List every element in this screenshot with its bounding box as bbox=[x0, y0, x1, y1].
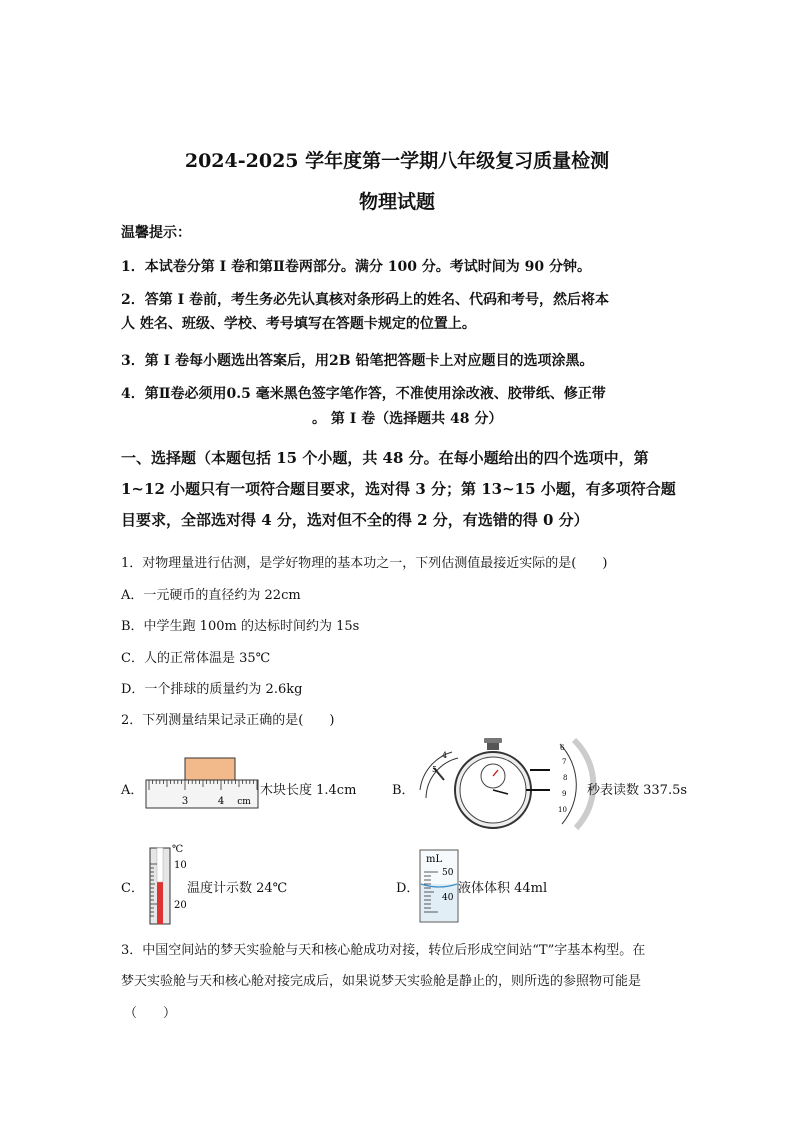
tip-line: 人 姓名、班级、学校、考号填写在答题卡规定的位置上。 bbox=[121, 316, 476, 332]
stopwatch-figure bbox=[412, 738, 587, 833]
q1-option-d: D．一个排球的质量约为 2.6kg bbox=[121, 682, 303, 697]
q1-option-a: A．一元硬币的直径约为 22cm bbox=[121, 588, 301, 603]
stopwatch-scale-label: 10 bbox=[558, 806, 567, 814]
tips-heading: 温馨提示： bbox=[121, 225, 191, 241]
tip-line: 2．答第 I 卷前，考生务必先认真核对条形码上的姓名、代码和考号，然后将本 bbox=[121, 292, 610, 308]
thermometer-unit: ℃ bbox=[172, 844, 184, 855]
cylinder-tick-label: 40 bbox=[442, 893, 454, 903]
tip-line: 3．第 I 卷每小题选出答案后，用2B 铅笔把答题卡上对应题目的选项涂黑。 bbox=[121, 353, 594, 369]
question-3-line: 梦天实验舱与天和核心舱对接完成后，如果说梦天实验舱是静止的，则所选的参照物可能是 bbox=[121, 974, 642, 989]
question-1-stem: 1．对物理量进行估测，是学好物理的基本功之一，下列估测值最接近实际的是( ) bbox=[121, 556, 608, 571]
thermometer-tick-label: 10 bbox=[174, 860, 187, 871]
section-heading-line: 一、选择题（本题包括 15 个小题，共 48 分。在每小题给出的四个选项中，第 bbox=[121, 449, 649, 467]
ruler-figure bbox=[145, 756, 260, 812]
q2-option-c-caption: 温度计示数 24℃ bbox=[187, 881, 288, 896]
section-heading-line: 1~12 小题只有一项符合题目要求，选对得 3 分；第 13~15 小题，有多项符合题 bbox=[121, 480, 676, 498]
q1-option-c: C．人的正常体温是 35℃ bbox=[121, 651, 271, 666]
tip-line: 1．本试卷分第 I 卷和第Ⅱ卷两部分。满分 100 分。考试时间为 90 分钟。 bbox=[121, 259, 592, 275]
q2-option-a-letter: A． bbox=[121, 783, 144, 798]
section-heading-line: 目要求，全部选对得 4 分，选对但不全的得 2 分，有选错的得 0 分） bbox=[121, 511, 589, 529]
ruler-tick-label: 3 bbox=[181, 796, 189, 807]
tip-line: 。 第 I 卷（选择题共 48 分） bbox=[312, 411, 503, 427]
question-2-stem: 2．下列测量结果记录正确的是( ) bbox=[121, 713, 335, 728]
exam-subtitle: 物理试题 bbox=[358, 191, 435, 213]
stopwatch-scale-label: 6 bbox=[560, 744, 565, 752]
q2-option-b-caption: 秒表读数 337.5s bbox=[587, 783, 688, 798]
question-3-line: 3．中国空间站的梦天实验舱与天和核心舱成功对接，转位后形成空间站“T”字基本构型。在 bbox=[121, 943, 646, 958]
q2-option-d-caption: 液体体积 44ml bbox=[458, 881, 548, 896]
stopwatch-scale-label: 8 bbox=[563, 774, 568, 782]
cylinder-unit: mL bbox=[426, 854, 443, 865]
q1-option-b: B．中学生跑 100m 的达标时间约为 15s bbox=[121, 619, 360, 634]
thermometer-tick-label: 20 bbox=[174, 900, 187, 911]
tip-line: 4．第Ⅱ卷必须用0.5 毫米黑色签字笔作答，不准使用涂改液、胶带纸、修正带 bbox=[121, 386, 606, 402]
q2-option-d-letter: D． bbox=[396, 881, 420, 896]
stopwatch-scale-label: 7 bbox=[562, 758, 567, 766]
stopwatch-scale-label: 9 bbox=[562, 790, 567, 798]
q2-option-a-caption: 木块长度 1.4cm bbox=[260, 783, 357, 798]
stopwatch-scale-label: 5 bbox=[432, 765, 438, 774]
thermometer-figure bbox=[146, 842, 191, 924]
q2-option-b-letter: B． bbox=[392, 783, 415, 798]
ruler-tick-label: 4 bbox=[217, 796, 225, 807]
graduated-cylinder-figure bbox=[418, 848, 463, 924]
cylinder-tick-label: 50 bbox=[442, 868, 454, 878]
question-3-line: （ ） bbox=[124, 1006, 177, 1021]
q2-option-c-letter: C． bbox=[121, 881, 144, 896]
ruler-unit-label: cm bbox=[237, 797, 251, 807]
exam-title: 2024-2025 学年度第一学期八年级复习质量检测 bbox=[184, 150, 610, 172]
stopwatch-scale-label: 4 bbox=[442, 751, 448, 760]
